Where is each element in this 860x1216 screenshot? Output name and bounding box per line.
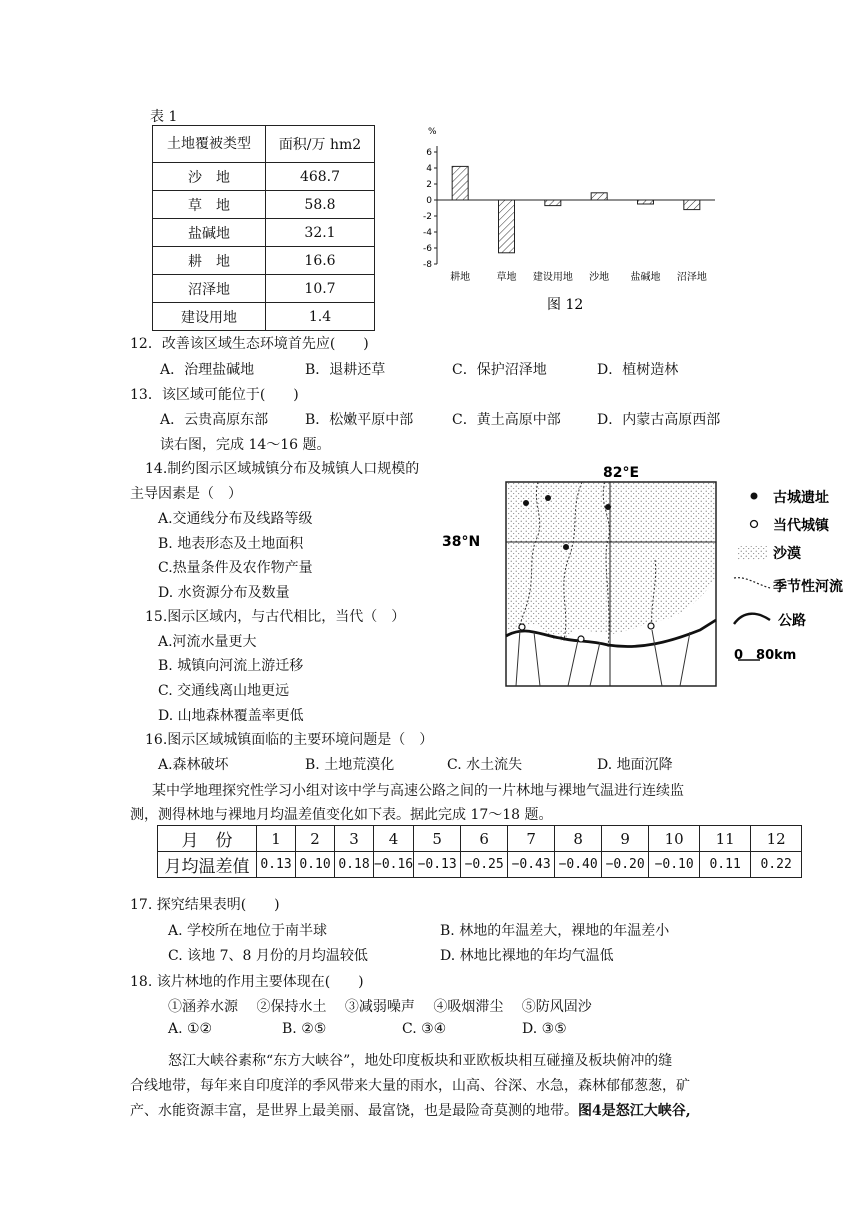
q17-option-d: D. 林地比裸地的年均气温低 <box>440 948 614 964</box>
q13-option-c: C．黄土高原中部 <box>452 412 561 428</box>
q16-option-a: A.森林破坏 <box>158 757 229 773</box>
table2-month-cell: 8 <box>555 826 602 852</box>
chart-category-label: 沙地 <box>589 272 610 283</box>
q12-option-b: B．退耕还草 <box>305 362 386 378</box>
table1-header-type: 土地覆被类型 <box>153 126 266 163</box>
table2-month-cell: 1 <box>257 826 296 852</box>
q12-option-d: D．植树造林 <box>597 362 679 378</box>
table1-cell: 1.4 <box>266 303 375 331</box>
intro-14-16: 读右图，完成 14～16 题。 <box>160 437 331 453</box>
paragraph-line3-bold: 图4是怒江大峡谷, <box>578 1103 691 1119</box>
q18-option-c: C. ③④ <box>402 1021 447 1037</box>
paragraph-line3 <box>130 1100 691 1120</box>
table1-cell: 建设用地 <box>153 303 266 331</box>
q14-option-c: C.热量条件及农作物产量 <box>158 560 313 576</box>
q15-option-b: B. 城镇向河流上游迁移 <box>158 658 304 674</box>
table1-cell: 468.7 <box>266 163 375 191</box>
q13-option-d: D．内蒙古高原西部 <box>597 412 721 428</box>
chart-bar-1 <box>499 200 515 253</box>
table2-diff-cell: −0.13 <box>414 852 461 878</box>
map-latitude-label: 38°N <box>442 534 481 550</box>
chart-y-tick-label: 4 <box>426 164 432 174</box>
temperature-difference-table <box>157 825 802 878</box>
q13-option-a: A．云贵高原东部 <box>160 412 269 428</box>
table2-diff-cell: 0.13 <box>257 852 296 878</box>
q12-option-a: A．治理盐碱地 <box>160 362 255 378</box>
table2-month-cell: 6 <box>461 826 508 852</box>
table2-diff-cell: 0.22 <box>751 852 802 878</box>
q18-items: ①涵养水源 ②保持水土 ③减弱噪声 ④吸烟滞尘 ⑤防风固沙 <box>168 999 592 1015</box>
q18-option-a: A. ①② <box>168 1021 213 1037</box>
map-scale: 0 80km <box>734 648 797 663</box>
table2-diff-cell: −0.20 <box>602 852 649 878</box>
legend-desert: 沙漠 <box>773 546 801 562</box>
table1-header-area: 面积/万 hm2 <box>266 126 375 163</box>
chart-bar-5 <box>684 200 700 210</box>
q18-option-b: B. ②⑤ <box>282 1021 327 1037</box>
table1-cell: 16.6 <box>266 247 375 275</box>
land-cover-table <box>152 125 375 331</box>
table1-cell: 32.1 <box>266 219 375 247</box>
intro-17-line1: 某中学地理探究性学习小组对该中学与高速公路之间的一片林地与裸地气温进行连续监 <box>152 783 684 799</box>
q16-option-d: D. 地面沉降 <box>597 757 673 773</box>
table2-month-label: 月 份 <box>158 826 257 852</box>
q14-option-a: A.交通线分布及线路等级 <box>158 511 313 527</box>
chart-y-tick-label: 0 <box>426 196 432 206</box>
question-16: 16.图示区域城镇面临的主要环境问题是（ ） <box>145 732 434 748</box>
question-13: 13．该区域可能位于( ) <box>130 387 299 403</box>
chart-y-tick-label: 6 <box>426 148 432 158</box>
q18-option-d: D. ③⑤ <box>522 1021 567 1037</box>
table2-diff-cell: −0.16 <box>374 852 414 878</box>
q13-option-b: B．松嫩平原中部 <box>305 412 414 428</box>
table1-cell: 沙 地 <box>153 163 266 191</box>
table2-month-cell: 7 <box>508 826 555 852</box>
map-longitude-label: 82°E <box>603 465 640 481</box>
legend-modern-town: 当代城镇 <box>773 518 829 534</box>
table1-cell: 58.8 <box>266 191 375 219</box>
intro-17-line2: 测，测得林地与裸地月均温差值变化如下表。据此完成 17～18 题。 <box>130 807 553 823</box>
chart-title: 图 12 <box>547 297 584 313</box>
q17-option-a: A. 学校所在地位于南半球 <box>168 923 328 939</box>
q16-option-c: C. 水土流失 <box>447 757 523 773</box>
table2-month-cell: 12 <box>751 826 802 852</box>
paragraph-line1: 怒江大峡谷素称“东方大峡谷”，地处印度板块和亚欧板块相互碰撞及板块俯冲的缝 <box>168 1053 673 1069</box>
table2-diff-cell: −0.43 <box>508 852 555 878</box>
chart-bar-2 <box>545 200 561 206</box>
chart-category-label: 耕地 <box>450 272 471 283</box>
land-change-bar-chart <box>415 120 725 315</box>
table2-diff-cell: 0.10 <box>296 852 335 878</box>
chart-category-label: 草地 <box>496 272 517 283</box>
chart-y-tick-label: -6 <box>423 244 432 254</box>
chart-category-label: 沼泽地 <box>676 272 707 283</box>
chart-category-label: 盐碱地 <box>630 272 661 283</box>
table2-diff-cell: 0.11 <box>700 852 751 878</box>
table2-diff-cell: 0.18 <box>335 852 374 878</box>
table1-cell: 10.7 <box>266 275 375 303</box>
table1-cell: 耕 地 <box>153 247 266 275</box>
q17-option-c: C. 该地 7、8 月份的月均温较低 <box>168 948 368 964</box>
chart-y-tick-label: 2 <box>426 180 432 190</box>
table2-month-cell: 5 <box>414 826 461 852</box>
q15-option-d: D. 山地森林覆盖率更低 <box>158 708 304 724</box>
legend-ancient-city: 古城遗址 <box>773 490 829 506</box>
q15-option-a: A.河流水量更大 <box>158 634 257 650</box>
q17-option-b: B. 林地的年温差大，裸地的年温差小 <box>440 923 670 939</box>
table2-diff-cell: −0.40 <box>555 852 602 878</box>
chart-bar-0 <box>452 166 468 200</box>
chart-y-unit: % <box>428 127 437 137</box>
chart-y-tick-label: -4 <box>423 228 432 238</box>
chart-bar-3 <box>591 193 607 200</box>
table2-diff-cell: −0.10 <box>649 852 700 878</box>
region-map <box>440 460 860 690</box>
table2-month-cell: 10 <box>649 826 700 852</box>
legend-seasonal-river: 季节性河流 <box>773 579 843 595</box>
paragraph-line2: 合线地带，每年来自印度洋的季风带来大量的雨水，山高、谷深、水急，森林郁郁葱葱，矿 <box>130 1078 690 1094</box>
question-12: 12．改善该区域生态环境首先应( ) <box>130 336 369 352</box>
question-18: 18. 该片林地的作用主要体现在( ) <box>130 974 364 990</box>
table2-month-cell: 11 <box>700 826 751 852</box>
chart-category-label: 建设用地 <box>532 272 573 283</box>
question-14-line2: 主导因素是（ ） <box>130 486 242 502</box>
question-15: 15.图示区域内，与古代相比，当代（ ） <box>145 609 406 625</box>
table2-month-cell: 2 <box>296 826 335 852</box>
q16-option-b: B. 土地荒漠化 <box>305 757 395 773</box>
q14-option-d: D. 水资源分布及数量 <box>158 585 290 601</box>
chart-y-tick-label: -2 <box>423 212 432 222</box>
table1-cell: 草 地 <box>153 191 266 219</box>
chart-bar-4 <box>638 200 654 204</box>
legend-highway: 公路 <box>778 613 806 629</box>
q14-option-b: B. 地表形态及土地面积 <box>158 536 304 552</box>
table2-diff-cell: −0.25 <box>461 852 508 878</box>
paragraph-line3-text: 产、水能资源丰富，是世界上最美丽、最富饶，也是最险奇莫测的地带。 <box>130 1103 578 1119</box>
table1-cell: 沼泽地 <box>153 275 266 303</box>
q12-option-c: C．保护沼泽地 <box>452 362 547 378</box>
table2-month-cell: 4 <box>374 826 414 852</box>
question-17: 17. 探究结果表明( ) <box>130 897 280 913</box>
table1-cell: 盐碱地 <box>153 219 266 247</box>
q15-option-c: C. 交通线离山地更远 <box>158 683 290 699</box>
chart-y-tick-label: -8 <box>423 260 432 270</box>
table2-month-cell: 9 <box>602 826 649 852</box>
table2-month-cell: 3 <box>335 826 374 852</box>
table1-caption: 表 1 <box>150 109 178 125</box>
table2-diff-label: 月均温差值 <box>158 852 257 878</box>
question-14-line1: 14.制约图示区域城镇分布及城镇人口规模的 <box>145 461 420 477</box>
